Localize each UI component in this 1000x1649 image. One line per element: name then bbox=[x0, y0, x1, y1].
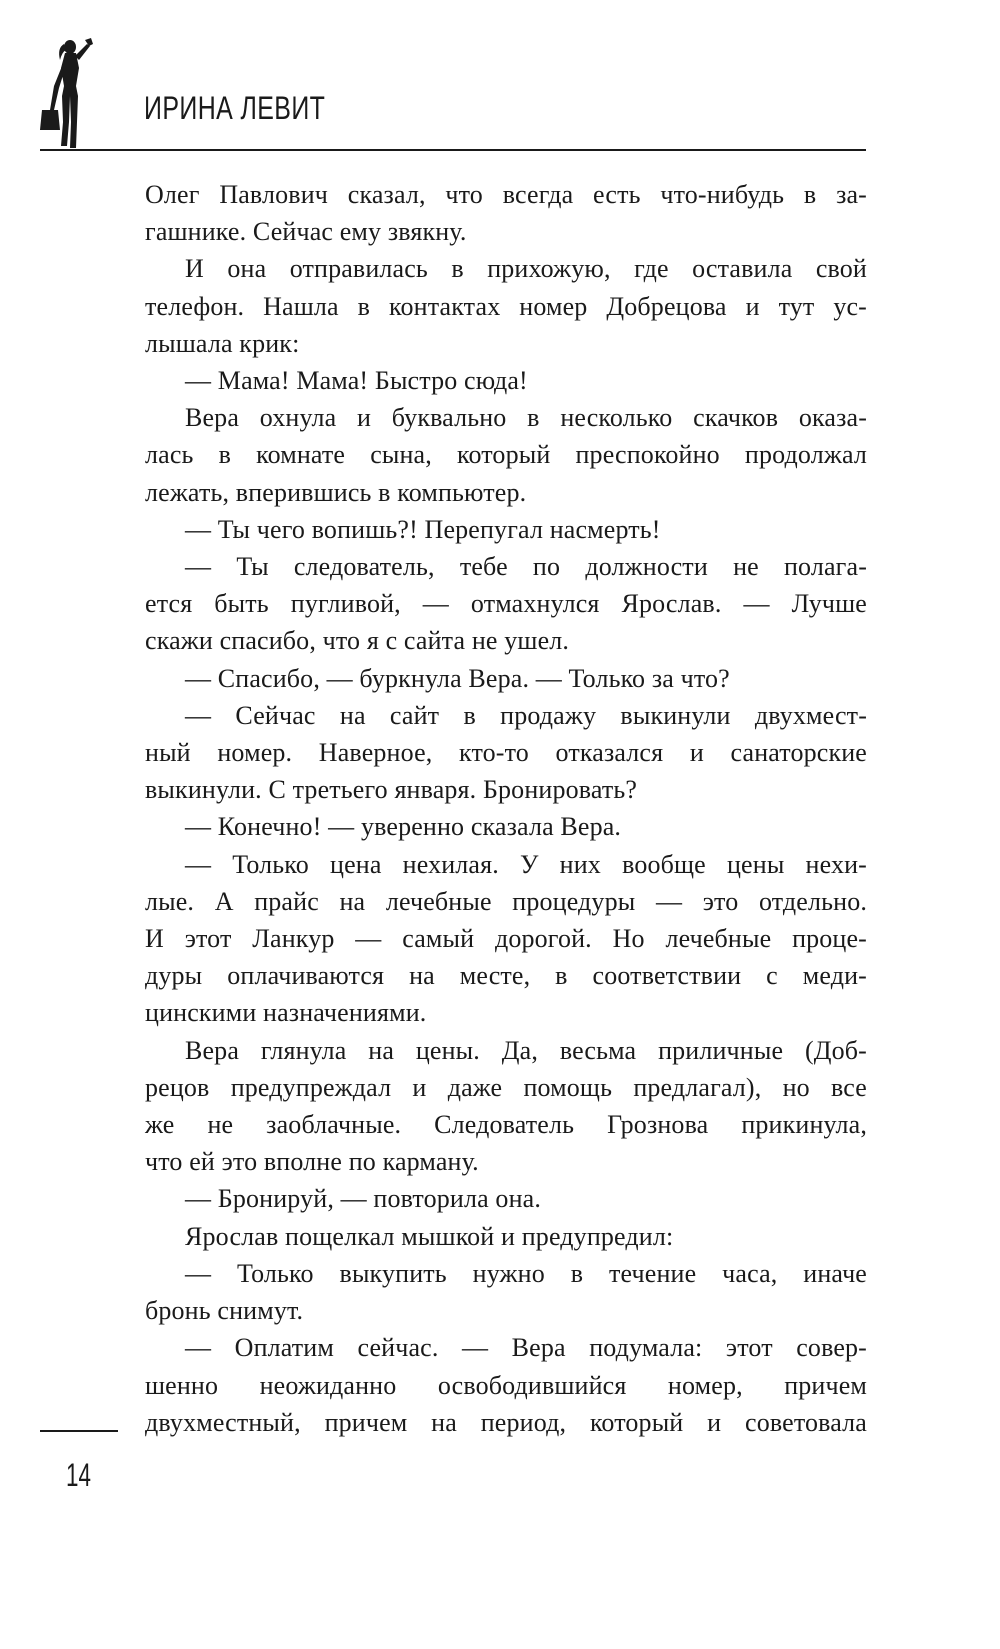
text-line: выкинули. С третьего января. Бронировать? bbox=[145, 775, 638, 805]
text-line: — Ты чего вопишь?! Перепугал насмерть! bbox=[185, 514, 661, 544]
text-line: лые. А прайс на лечебные процедуры — это отдельно. bbox=[145, 886, 867, 916]
text-line: дуры оплачиваются на месте, в соответствии с меди- bbox=[145, 961, 867, 991]
text-line: лась в комнате сына, который преспокойно продолжал bbox=[145, 440, 867, 470]
text-line: И она отправилась в прихожую, где оставила свой bbox=[185, 254, 867, 284]
text-line: двухместный, причем на период, который и советовала bbox=[145, 1407, 867, 1437]
text-line: что ей это вполне по карману. bbox=[145, 1147, 479, 1177]
text-line: И этот Ланкур — самый дорогой. Но лечебные проце- bbox=[145, 924, 867, 954]
text-line: шенно неожиданно освободившийся номер, причем bbox=[145, 1370, 867, 1400]
author-name: ИРИНА ЛЕВИТ bbox=[144, 90, 326, 126]
text-line: лежать, вперившись в компьютер. bbox=[145, 477, 527, 507]
text-line: — Бронируй, — повторила она. bbox=[185, 1184, 541, 1214]
running-header bbox=[40, 38, 866, 152]
text-line: Олег Павлович сказал, что всегда есть что-нибудь в за- bbox=[145, 180, 867, 209]
text-line: — Спасибо, — буркнула Вера. — Только за что? bbox=[185, 663, 730, 693]
text-line: цинскими назначениями. bbox=[145, 998, 427, 1028]
text-line: бронь снимут. bbox=[145, 1296, 304, 1326]
body-text bbox=[145, 176, 867, 1441]
text-line: — Только цена нехилая. У них вообще цены нехи- bbox=[185, 849, 867, 879]
page-number: 14 bbox=[66, 1457, 91, 1493]
text-line: телефон. Нашла в контактах номер Добрецова и тут ус- bbox=[145, 291, 867, 321]
text-line: — Сейчас на сайт в продажу выкинули двухмест- bbox=[185, 700, 867, 730]
text-line: лышала крик: bbox=[145, 328, 300, 358]
text-line: ный номер. Наверное, кто-то отказался и санаторские bbox=[145, 738, 867, 768]
text-line: — Оплатим сейчас. — Вера подумала: этот совер- bbox=[185, 1333, 867, 1363]
text-line: же не заоблачные. Следователь Грознова прикинула, bbox=[145, 1110, 867, 1140]
footer-rule bbox=[40, 1430, 118, 1432]
text-line: Ярослав пощелкал мышкой и предупредил: bbox=[185, 1221, 674, 1251]
text-line: — Ты следователь, тебе по должности не полага- bbox=[185, 552, 867, 582]
text-line: — Конечно! — уверенно сказала Вера. bbox=[185, 812, 622, 842]
text-line: ется быть пугливой, — отмахнулся Ярослав. — Лучше bbox=[145, 589, 867, 619]
woman-with-pistol-silhouette-icon bbox=[40, 38, 110, 150]
text-line: — Мама! Мама! Быстро сюда! bbox=[185, 366, 528, 396]
text-line: — Только выкупить нужно в течение часа, иначе bbox=[185, 1258, 867, 1288]
text-line: Вера охнула и буквально в несколько скачков оказа- bbox=[185, 403, 867, 433]
text-line: скажи спасибо, что я с сайта не ушел. bbox=[145, 626, 570, 656]
text-line: Вера глянула на цены. Да, весьма приличные (Доб- bbox=[185, 1035, 867, 1065]
text-line: рецов предупреждал и даже помощь предлагал), но все bbox=[145, 1072, 867, 1102]
header-rule bbox=[40, 149, 866, 151]
text-line: гашнике. Сейчас ему звякну. bbox=[145, 217, 467, 247]
